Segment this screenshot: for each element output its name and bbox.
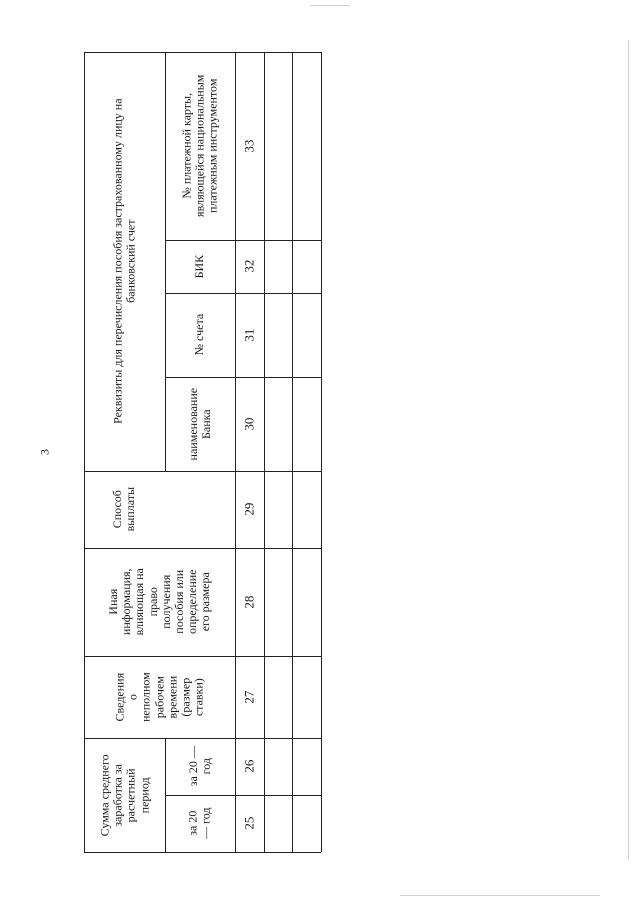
header-year-1: за 20 — год xyxy=(185,807,213,840)
column-number-27: 27 xyxy=(241,690,257,704)
table-line xyxy=(292,52,293,852)
table-line xyxy=(264,52,265,852)
header-bik: БИК xyxy=(192,254,207,279)
column-number-30: 30 xyxy=(241,417,257,431)
scan-edge-right xyxy=(628,40,629,860)
header-other-info: Иная информация, влияющая на право получения пособия или определение его размера xyxy=(105,568,213,636)
header-part-time-info: Сведения о неполном рабочем времени (размер ставки) xyxy=(112,672,206,722)
column-number-29: 29 xyxy=(241,502,257,516)
header-year-2: за 20 — год xyxy=(185,746,213,787)
header-bank-name: наименование Банка xyxy=(185,387,214,461)
column-number-28: 28 xyxy=(241,595,257,609)
header-account-number: № счета xyxy=(192,314,207,356)
column-number-31: 31 xyxy=(241,328,257,342)
page-number: 3 xyxy=(37,449,52,455)
scan-edge-bottom xyxy=(400,895,600,896)
header-bank-details: Реквизиты для перечисления пособия застрахованному лицу на банковский счет xyxy=(110,98,138,425)
scan-edge-top xyxy=(310,5,350,6)
table-line xyxy=(321,52,322,852)
column-number-26: 26 xyxy=(241,759,257,773)
table-line xyxy=(84,852,321,853)
column-number-32: 32 xyxy=(241,259,257,273)
header-card-number: № платежной карты, являющейся национальным платежным инструментом xyxy=(179,74,220,218)
column-number-25: 25 xyxy=(241,816,257,830)
header-average-earnings: Сумма среднего заработка за расчетный период xyxy=(97,754,151,836)
header-payment-method: Способ выплаты xyxy=(110,487,138,532)
column-number-33: 33 xyxy=(241,139,257,153)
